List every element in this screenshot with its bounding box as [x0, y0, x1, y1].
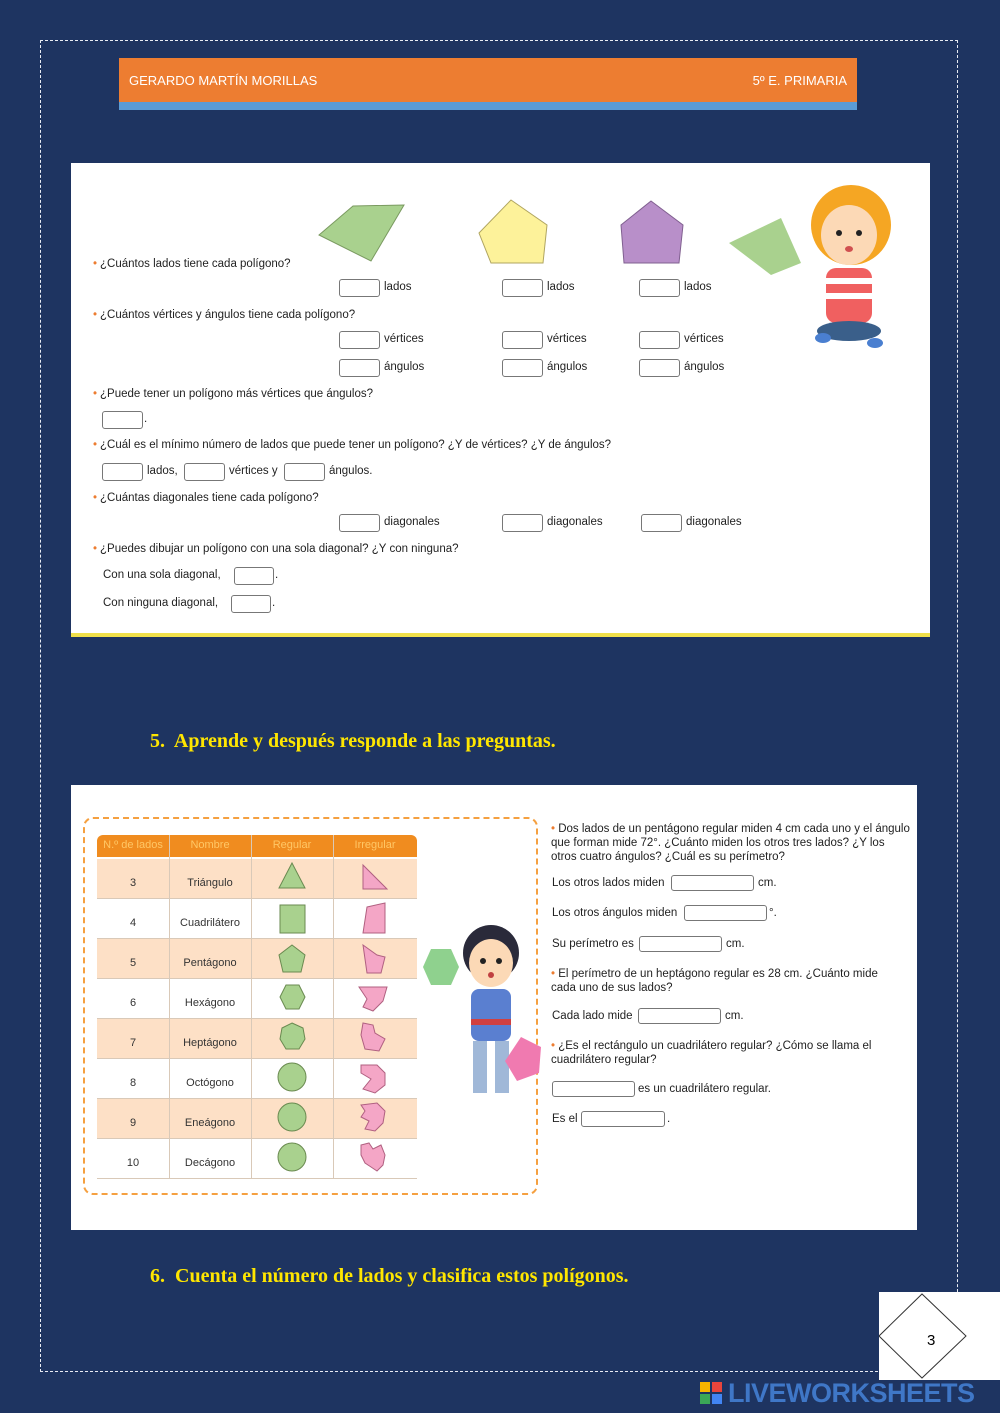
decagon-irregular-icon [361, 1143, 385, 1171]
hexagon-regular-icon [280, 985, 305, 1009]
answer-box-sides-1[interactable] [339, 279, 380, 297]
girl-illustration [729, 185, 891, 348]
author-name: GERARDO MARTÍN MORILLAS [129, 73, 318, 88]
brand-name: LIVEWORKSHEETS [728, 1378, 975, 1408]
boy-illustration [401, 915, 561, 1115]
answer-box-angles-3[interactable] [639, 359, 680, 377]
header-sides: N.º de lados [103, 839, 163, 851]
answer-other-sides[interactable] [671, 875, 754, 891]
answer-box-vertices-1[interactable] [339, 331, 380, 349]
table-row: 5 Pentágono [97, 939, 417, 979]
table-shapes [251, 859, 417, 1179]
pentagon-purple-shape [621, 201, 683, 263]
question-diagonals: • ¿Cuántas diagonales tiene cada polígono? [93, 492, 319, 504]
quad-irregular-icon [363, 903, 385, 933]
unit-lados-1: lados [384, 281, 412, 293]
table-row: 4 Cuadrilátero [97, 899, 417, 939]
unit-lados-comma: lados, [147, 465, 178, 477]
unit-diagonales-3: diagonales [686, 516, 742, 528]
unit-lados-3: lados [684, 281, 712, 293]
problem-heptagon: • El perímetro de un heptágono regular es 28 cm. ¿Cuánto mide cada uno de sus lados? [551, 968, 878, 994]
answer-box-more-vertices[interactable] [102, 411, 143, 429]
grade-label: 5º E. PRIMARIA [752, 73, 847, 88]
unit-vertices-1: vértices [384, 333, 424, 345]
pentagon-yellow-shape [479, 200, 547, 263]
answer-box-min-angles[interactable] [284, 463, 325, 481]
answer-box-vertices-2[interactable] [502, 331, 543, 349]
triangle-regular-icon [279, 863, 305, 888]
header-regular: Regular [272, 839, 312, 851]
header-name: Nombre [190, 839, 230, 851]
exercise-4-panel [71, 163, 930, 633]
answer-box-angles-1[interactable] [339, 359, 380, 377]
unit-vertices-y: vértices y [229, 465, 278, 477]
problem-pentagon: • Dos lados de un pentágono regular miden 4 cm cada uno y el ángulo que forman mide 72°. ¿Cuánto miden los otros tres lados? ¿Y los otros cuatro ángulos? ¿Cuál es su perímetro? [551, 823, 910, 863]
answer-box-one-diagonal[interactable] [234, 567, 274, 585]
polygon-table [97, 835, 417, 1177]
answer-box-angles-2[interactable] [502, 359, 543, 377]
header-bar [119, 58, 857, 102]
answer-other-angles[interactable] [684, 905, 767, 921]
unit-angulos-3: ángulos [684, 361, 725, 373]
unit-vertices-3: vértices [684, 333, 724, 345]
question-draw-polygon: • ¿Puedes dibujar un polígono con una sola diagonal? ¿Y con ninguna? [93, 543, 459, 555]
other-sides-label: Los otros lados miden [552, 877, 665, 889]
panel-underline [71, 633, 930, 637]
square-regular-icon [280, 905, 305, 933]
section-5-title: 5. Aprende y después responde a las preguntas. [150, 730, 556, 752]
dot-4: . [667, 1113, 671, 1125]
table-row: 3 Triángulo [97, 859, 417, 899]
table-row: 7 Heptágono [97, 1019, 417, 1059]
answer-box-min-sides[interactable] [102, 463, 143, 481]
unit-cm-2: cm. [726, 938, 745, 950]
heptagon-regular-icon [280, 1023, 305, 1049]
decagon-regular-icon [278, 1143, 306, 1171]
page-number: 3 [927, 1332, 936, 1349]
dot-2: . [275, 569, 279, 581]
answer-box-min-vertices[interactable] [184, 463, 225, 481]
table-row: 6 Hexágono [97, 979, 417, 1019]
unit-angulos-1: ángulos [384, 361, 425, 373]
hexagon-irregular-icon [359, 987, 387, 1011]
question-sides: • ¿Cuántos lados tiene cada polígono? [93, 258, 291, 270]
table-row: 9 Eneágono [97, 1099, 417, 1139]
problem-rectangle: • ¿Es el rectángulo un cuadrilátero regular? ¿Cómo se llama el cuadrilátero regular? [551, 1040, 872, 1066]
header-strip [119, 102, 857, 110]
unit-diagonales-2: diagonales [547, 516, 603, 528]
brand-icon [700, 1382, 724, 1404]
question-more-vertices: • ¿Puede tener un polígono más vértices que ángulos? [93, 388, 374, 400]
table-row: 10 Decágono [97, 1139, 417, 1179]
unit-cm-3: cm. [725, 1010, 744, 1022]
perimeter-label: Su perímetro es [552, 938, 634, 950]
triangle-irregular-icon [363, 865, 387, 889]
octagon-regular-icon [278, 1063, 306, 1091]
unit-angulos-period: ángulos. [329, 465, 373, 477]
question-vertices-angles: • ¿Cuántos vértices y ángulos tiene cada polígono? [93, 309, 356, 321]
quadrilateral-shape [319, 205, 404, 261]
answer-box-diagonals-2[interactable] [502, 514, 543, 532]
answer-box-diagonals-3[interactable] [641, 514, 682, 532]
answer-perimeter[interactable] [639, 936, 722, 952]
unit-cm-1: cm. [758, 877, 777, 889]
side-length-label: Cada lado mide [552, 1010, 633, 1022]
answer-side-length[interactable] [638, 1008, 721, 1024]
unit-angulos-2: ángulos [547, 361, 588, 373]
answer-box-diagonals-1[interactable] [339, 514, 380, 532]
dot-3: . [272, 597, 276, 609]
table-row: 8 Octógono [97, 1059, 417, 1099]
answer-regular-quad[interactable] [552, 1081, 635, 1097]
octagon-irregular-icon [361, 1065, 385, 1093]
question-minimum-sides: • ¿Cuál es el mínimo número de lados que puede tener un polígono? ¿Y de vértices? ¿Y de ángulos? [93, 439, 612, 451]
answer-box-vertices-3[interactable] [639, 331, 680, 349]
page-number-diamond [879, 1292, 1000, 1380]
pentagon-regular-icon [279, 945, 305, 972]
table-header [97, 835, 417, 857]
es-el-label: Es el [552, 1113, 578, 1125]
answer-box-no-diagonal[interactable] [231, 595, 271, 613]
regular-quad-label: es un cuadrilátero regular. [638, 1083, 771, 1095]
header-irregular: Irregular [354, 839, 396, 851]
page-number-box [879, 1292, 1000, 1380]
answer-box-sides-3[interactable] [639, 279, 680, 297]
answer-box-sides-2[interactable] [502, 279, 543, 297]
heptagon-irregular-icon [361, 1023, 385, 1051]
nonagon-irregular-icon [361, 1103, 385, 1131]
unit-lados-2: lados [547, 281, 575, 293]
one-diagonal-label: Con una sola diagonal, [103, 569, 221, 581]
exercise-5-panel [71, 785, 917, 1230]
other-angles-label: Los otros ángulos miden [552, 907, 678, 919]
dot-1: . [144, 413, 148, 425]
nonagon-regular-icon [278, 1103, 306, 1131]
pentagon-irregular-icon [363, 945, 385, 973]
answer-es-el[interactable] [581, 1111, 665, 1127]
unit-diagonales-1: diagonales [384, 516, 440, 528]
no-diagonal-label: Con ninguna diagonal, [103, 597, 219, 609]
unit-vertices-2: vértices [547, 333, 587, 345]
section-6-title: 6. Cuenta el número de lados y clasifica estos polígonos. [150, 1265, 629, 1287]
unit-degrees: °. [769, 907, 777, 919]
